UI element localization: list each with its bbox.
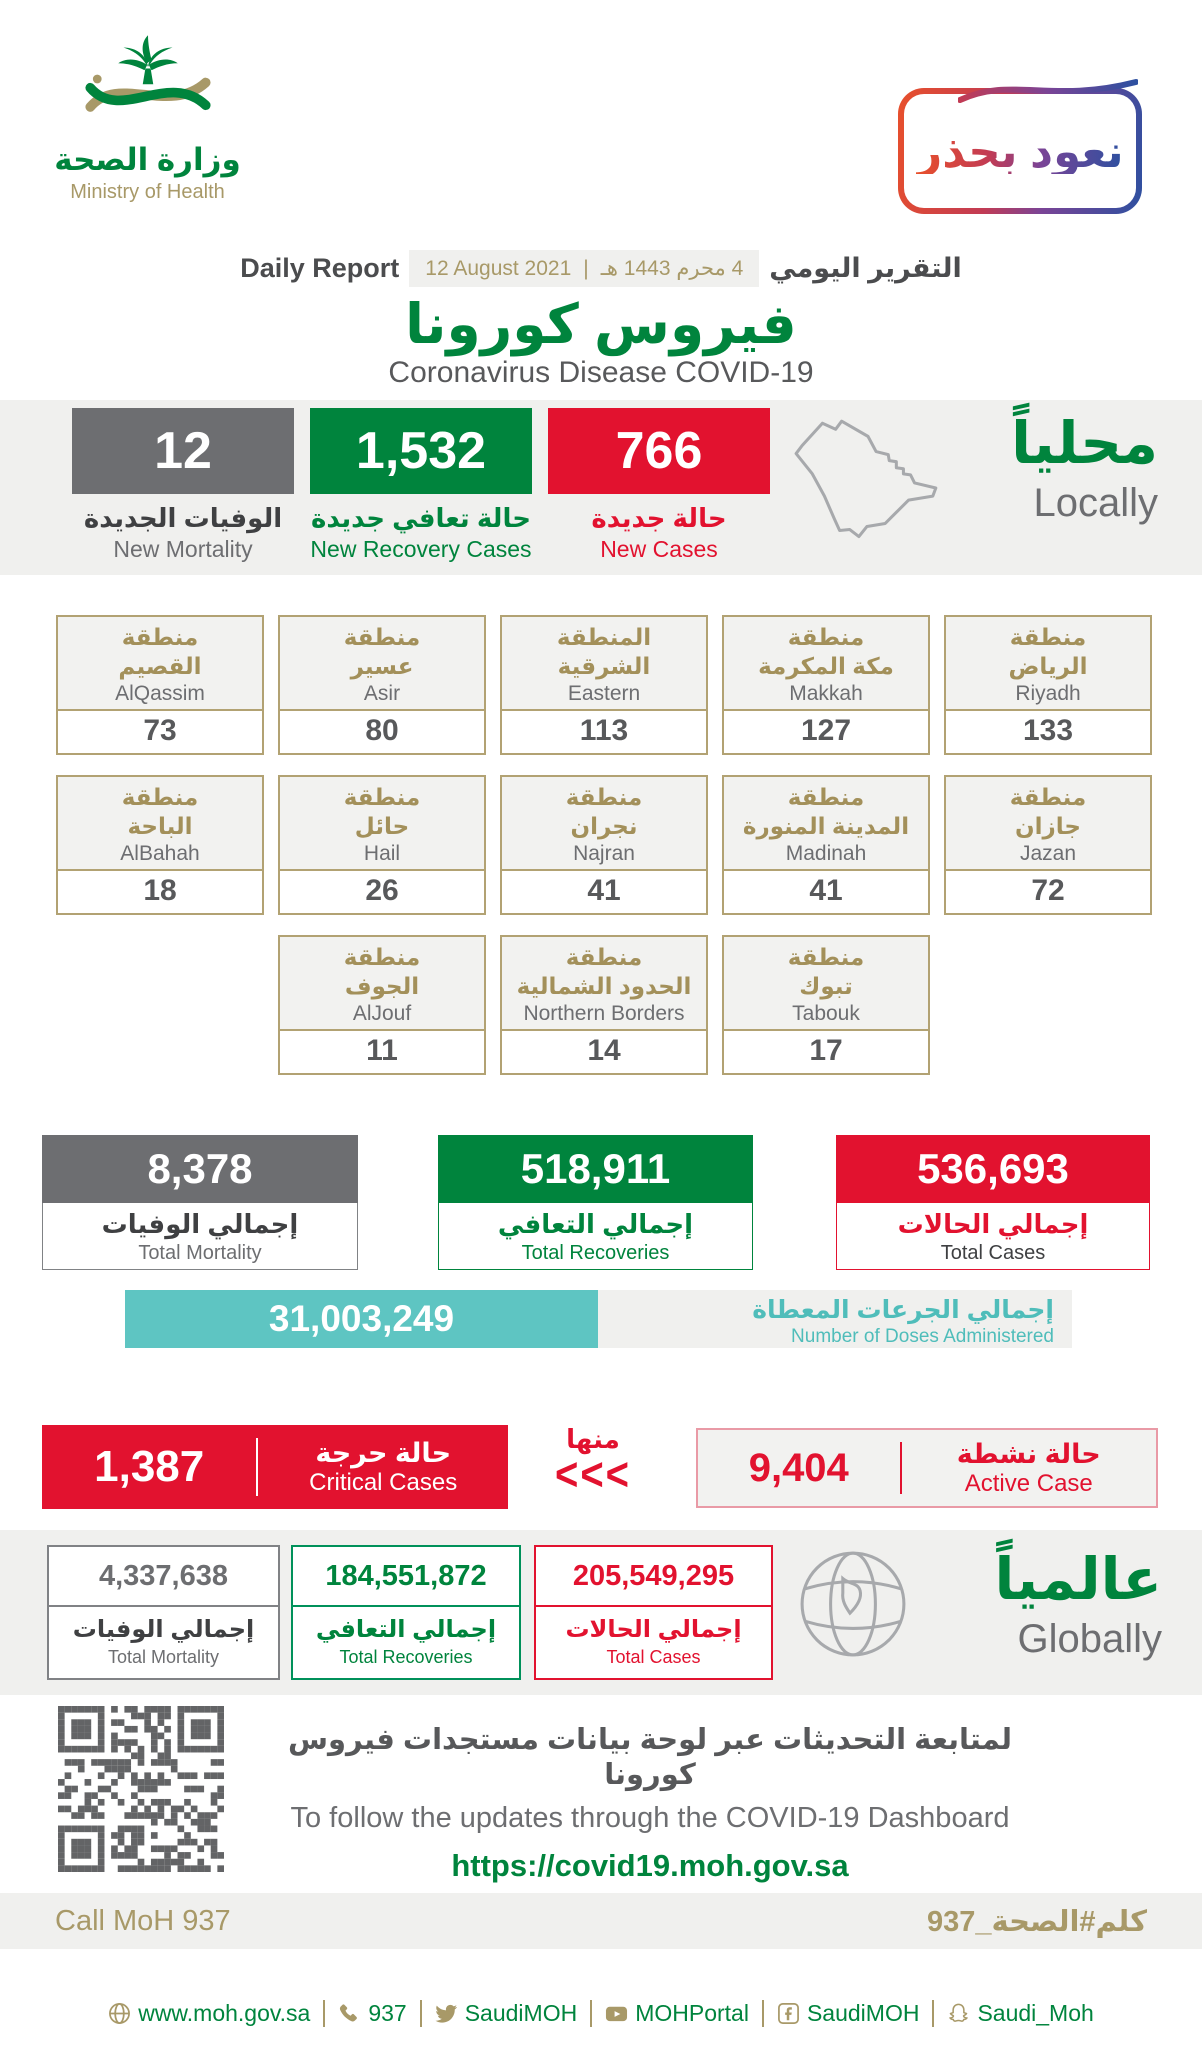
total-cases-value: 536,693 xyxy=(836,1135,1150,1203)
total-mortality-label-en: Total Mortality xyxy=(138,1242,262,1264)
snapchat-link[interactable] xyxy=(947,2000,1093,2027)
globally-heading xyxy=(994,1542,1162,1661)
facebook-link[interactable] xyxy=(777,2000,919,2027)
badge-inner xyxy=(904,94,1136,208)
region-head xyxy=(58,617,262,711)
global-cases-value: 205,549,295 xyxy=(572,1560,735,1592)
new-cases-label-en: New Cases xyxy=(600,536,718,562)
global-recoveries-value: 184,551,872 xyxy=(325,1560,487,1592)
report-line xyxy=(0,250,1202,287)
local-section xyxy=(0,400,1202,575)
daily-report-label-en: Daily Report xyxy=(240,253,400,283)
region-name-en: Asir xyxy=(363,681,401,705)
badge-swoosh-icon xyxy=(958,74,1138,108)
region-card-asir xyxy=(278,615,486,755)
report-date-box xyxy=(409,250,759,287)
divider xyxy=(323,2000,325,2027)
divider xyxy=(536,1605,771,1607)
region-value: 41 xyxy=(809,874,843,907)
region-head xyxy=(724,617,928,711)
new-cases-label-ar: حالة جديدة xyxy=(591,503,727,533)
total-recoveries-label-ar: إجمالي التعافي xyxy=(497,1209,694,1239)
total-cases-label-ar: إجمالي الحالات xyxy=(897,1209,1089,1239)
youtube-label: MOHPortal xyxy=(635,2000,749,2026)
twitter-label: SaudiMOH xyxy=(464,2000,578,2026)
total-mortality-labels xyxy=(42,1203,358,1270)
region-card-najran xyxy=(500,775,708,915)
locally-heading-ar: محلياً xyxy=(1011,411,1158,476)
region-card-hail xyxy=(278,775,486,915)
chevrons-left-icon: <<< xyxy=(554,1449,632,1501)
region-value: 11 xyxy=(366,1034,398,1067)
region-card-riyadh xyxy=(944,615,1152,755)
region-head xyxy=(724,937,928,1031)
region-head xyxy=(502,617,706,711)
phone-link[interactable] xyxy=(338,2000,406,2027)
region-card-albahah xyxy=(56,775,264,915)
region-name-en: Jazan xyxy=(1019,841,1077,865)
global-recoveries-label-ar: إجمالي التعافي xyxy=(315,1616,497,1643)
contact-links-row xyxy=(0,2000,1202,2027)
region-value: 73 xyxy=(143,714,177,747)
page-title-en: Coronavirus Disease COVID-19 xyxy=(388,356,814,389)
qr-code xyxy=(58,1706,224,1872)
global-mortality-label-en: Total Mortality xyxy=(107,1647,220,1667)
youtube-link[interactable] xyxy=(605,2000,749,2027)
report-date-hijri: 4 محرم 1443 هـ xyxy=(600,257,744,280)
phone-label: 937 xyxy=(368,2000,407,2026)
region-name-ar: منطقة الباحة xyxy=(121,784,199,839)
new-cases-stat xyxy=(548,408,770,563)
region-name-en: Tabouk xyxy=(792,1001,860,1025)
region-value: 18 xyxy=(143,874,177,907)
region-value: 14 xyxy=(587,1034,621,1067)
of-which-label-ar: منها xyxy=(566,1424,620,1454)
region-value: 41 xyxy=(587,874,621,907)
global-mortality-box xyxy=(47,1545,280,1680)
globally-heading-en: Globally xyxy=(1017,1617,1162,1662)
saudi-map-icon xyxy=(788,406,950,568)
region-name-en: Northern Borders xyxy=(523,1001,685,1025)
divider xyxy=(293,1605,519,1607)
total-cases-box xyxy=(836,1135,1150,1270)
region-name-en: AlBahah xyxy=(120,841,200,865)
region-name-ar: المنطقة الشرقية xyxy=(556,624,652,679)
website-label: www.moh.gov.sa xyxy=(138,2000,311,2026)
critical-cases-label-ar: حالة حرجة xyxy=(315,1437,452,1468)
global-cases-label-ar: إجمالي الحالات xyxy=(565,1616,742,1643)
moh-palm-swoosh-icon xyxy=(73,30,223,135)
region-head xyxy=(280,617,484,711)
global-recoveries-box xyxy=(291,1545,521,1680)
badge-text: نعود بحذر xyxy=(916,125,1124,177)
region-name-ar: منطقة عسير xyxy=(343,624,421,679)
region-name-en: Makkah xyxy=(789,681,863,705)
region-card-aljouf xyxy=(278,935,486,1075)
region-name-ar: منطقة القصيم xyxy=(118,624,202,679)
total-recoveries-labels xyxy=(438,1203,753,1270)
global-mortality-value: 4,337,638 xyxy=(98,1560,228,1592)
facebook-label: SaudiMOH xyxy=(806,2000,920,2026)
global-mortality-label-ar: إجمالي الوفيات xyxy=(72,1616,255,1643)
region-card-jazan xyxy=(944,775,1152,915)
region-card-madinah xyxy=(722,775,930,915)
new-mortality-value: 12 xyxy=(72,408,294,494)
total-cases-label-en: Total Cases xyxy=(940,1242,1046,1264)
region-name-ar: منطقة المدينة المنورة xyxy=(742,784,910,839)
divider xyxy=(49,1605,278,1607)
region-value: 17 xyxy=(809,1034,843,1067)
total-mortality-label-ar: إجمالي الوفيات xyxy=(101,1209,299,1239)
total-recoveries-value: 518,911 xyxy=(438,1135,753,1203)
region-name-en: Hail xyxy=(363,841,401,865)
daily-report-label-ar: التقرير اليومي xyxy=(769,253,962,283)
global-section xyxy=(0,1530,1202,1695)
snapchat-icon xyxy=(947,2002,970,2025)
youtube-icon xyxy=(605,2002,628,2025)
divider xyxy=(590,2000,592,2027)
region-head xyxy=(280,937,484,1031)
new-cases-value: 766 xyxy=(548,408,770,494)
new-recoveries-label-en: New Recovery Cases xyxy=(310,536,532,562)
global-cases-box xyxy=(534,1545,773,1680)
region-head xyxy=(946,617,1150,711)
region-name-ar: منطقة الرياض xyxy=(1008,624,1088,679)
ministry-name-en: Ministry of Health xyxy=(70,181,225,203)
region-name-ar: منطقة الحدود الشمالية xyxy=(516,944,692,999)
region-name-en: AlQassim xyxy=(115,681,205,705)
active-cases-label-ar: حالة نشطة xyxy=(956,1438,1101,1469)
total-mortality-box xyxy=(42,1135,358,1270)
new-mortality-label-ar: الوفيات الجديدة xyxy=(83,503,283,533)
region-card-eastern xyxy=(500,615,708,755)
region-name-en: Madinah xyxy=(785,841,867,865)
new-mortality-stat xyxy=(72,408,294,563)
locally-heading xyxy=(1011,406,1158,525)
doses-label-en: Number of Doses Administered xyxy=(791,1326,1054,1347)
phone-icon xyxy=(338,2002,361,2025)
region-name-en: AlJouf xyxy=(352,1001,412,1025)
region-card-tabouk xyxy=(722,935,930,1075)
global-recoveries-label-en: Total Recoveries xyxy=(339,1647,473,1667)
divider xyxy=(932,2000,934,2027)
region-name-ar: منطقة الجوف xyxy=(343,944,421,999)
region-value: 72 xyxy=(1031,874,1065,907)
new-recoveries-label-ar: حالة تعافي جديدة xyxy=(311,503,531,533)
region-head xyxy=(502,937,706,1031)
total-recoveries-label-en: Total Recoveries xyxy=(521,1242,670,1264)
new-recoveries-value: 1,532 xyxy=(310,408,532,494)
region-name-ar: منطقة تبوك xyxy=(787,944,865,999)
divider xyxy=(762,2000,764,2027)
twitter-link[interactable] xyxy=(435,2000,577,2027)
new-recoveries-stat xyxy=(310,408,532,563)
critical-cases-value: 1,387 xyxy=(94,1442,205,1491)
snapchat-label: Saudi_Moh xyxy=(977,2000,1094,2026)
region-name-en: Riyadh xyxy=(1015,681,1081,705)
region-card-northern-borders xyxy=(500,935,708,1075)
region-value: 127 xyxy=(800,714,852,747)
total-mortality-value: 8,378 xyxy=(42,1135,358,1203)
region-head xyxy=(946,777,1150,871)
critical-cases-label-en: Critical Cases xyxy=(309,1468,458,1496)
region-value: 26 xyxy=(365,874,399,907)
region-name-ar: منطقة جازان xyxy=(1009,784,1087,839)
region-name-en: Najran xyxy=(573,841,635,865)
globe-icon xyxy=(108,2002,131,2025)
date-separator: | xyxy=(583,256,589,280)
critical-cases-labels xyxy=(258,1438,508,1497)
page-title-ar: فيروس كورونا xyxy=(405,293,797,355)
region-head xyxy=(502,777,706,871)
of-which-indicator xyxy=(528,1424,658,1501)
doses-administered-label xyxy=(598,1290,1072,1348)
region-name-en: Eastern xyxy=(567,681,641,705)
dashboard-line-en: To follow the updates through the COVID-19 Dashboard xyxy=(290,1802,1010,1834)
dashboard-line-ar: لمتابعة التحديثات عبر لوحة بيانات مستجدات فيروس كورونا xyxy=(287,1724,1013,1791)
region-value: 133 xyxy=(1022,714,1074,747)
region-head xyxy=(724,777,928,871)
region-head xyxy=(280,777,484,871)
region-name-ar: منطقة حائل xyxy=(343,784,421,839)
moh-logo xyxy=(45,30,250,204)
active-cases-value: 9,404 xyxy=(748,1445,849,1490)
return-with-caution-badge xyxy=(898,88,1142,214)
critical-cases-box xyxy=(42,1425,508,1509)
dashboard-url-link[interactable]: https://covid19.moh.gov.sa xyxy=(451,1848,849,1883)
region-value: 80 xyxy=(365,714,399,747)
active-cases-label-en: Active Case xyxy=(964,1469,1093,1497)
globe-icon xyxy=(797,1548,909,1660)
global-cases-label-en: Total Cases xyxy=(606,1647,701,1667)
active-cases-labels xyxy=(902,1439,1156,1498)
region-name-ar: منطقة نجران xyxy=(565,784,643,839)
active-cases-box xyxy=(696,1428,1158,1508)
region-card-makkah xyxy=(722,615,930,755)
website-link[interactable] xyxy=(108,2000,310,2027)
report-date-gregorian: 12 August 2021 xyxy=(425,256,572,280)
total-recoveries-box xyxy=(438,1135,753,1270)
footer-band xyxy=(0,1893,1202,1949)
globally-heading-ar: عالمياً xyxy=(994,1547,1162,1612)
region-card-alqassim xyxy=(56,615,264,755)
twitter-icon xyxy=(435,2002,458,2025)
region-name-ar: منطقة مكة المكرمة xyxy=(758,624,894,679)
facebook-icon xyxy=(777,2002,800,2025)
call-moh-label-en: Call MoH 937 xyxy=(55,1904,231,1937)
total-cases-labels xyxy=(836,1203,1150,1270)
doses-administered-value: 31,003,249 xyxy=(125,1290,598,1348)
ministry-name-ar: وزارة الصحة xyxy=(54,142,241,177)
locally-heading-en: Locally xyxy=(1033,481,1158,526)
divider xyxy=(420,2000,422,2027)
region-value: 113 xyxy=(579,714,629,747)
call-moh-hashtag-ar: كلم#الصحة_937 xyxy=(927,1905,1147,1938)
dashboard-info xyxy=(250,1722,1050,1884)
region-head xyxy=(58,777,262,871)
doses-label-ar: إجمالي الجرعات المعطاة xyxy=(752,1296,1054,1324)
new-mortality-label-en: New Mortality xyxy=(113,536,253,562)
